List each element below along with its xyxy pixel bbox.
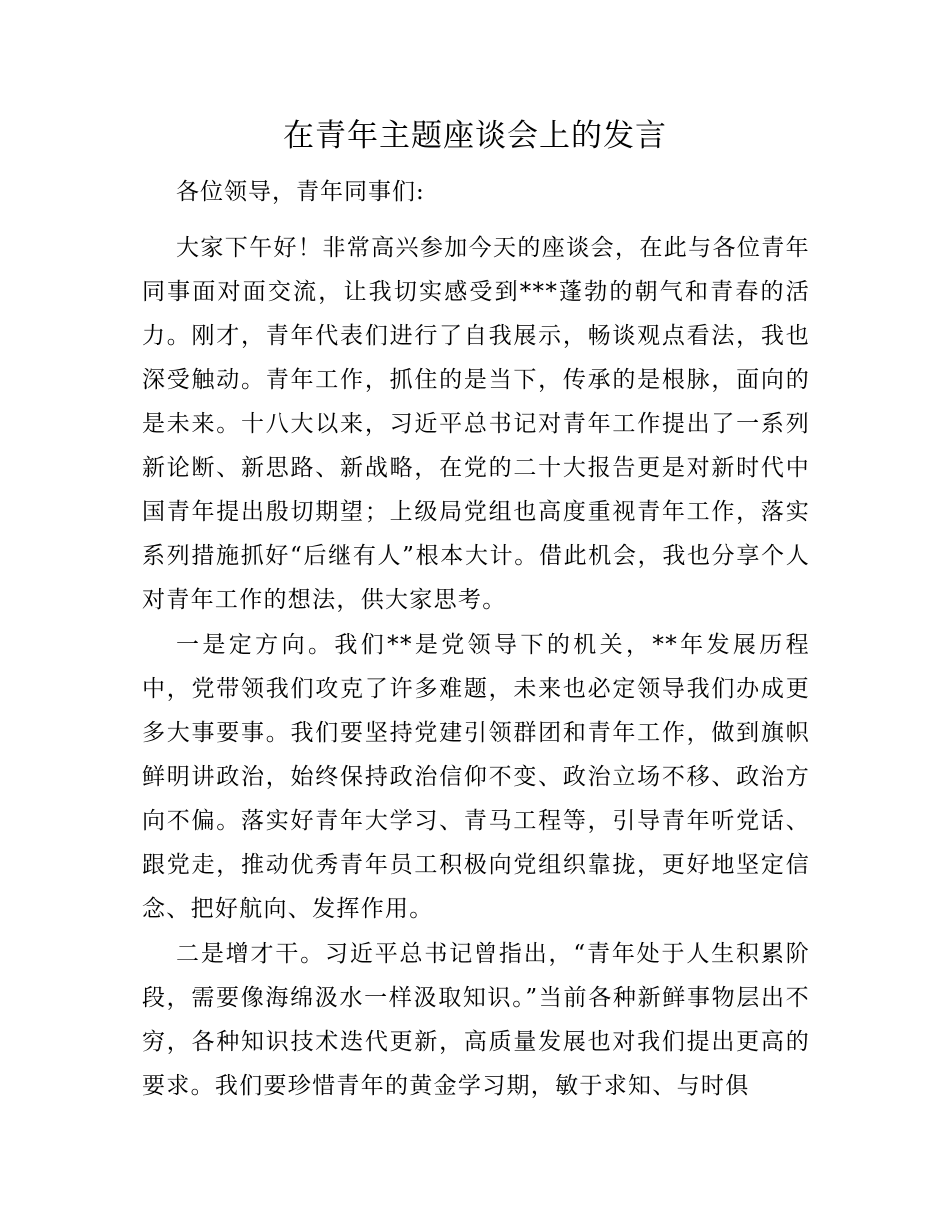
paragraph-opening: 大家下午好！非常高兴参加今天的座谈会，在此与各位青年同事面对面交流，让我切实感受到***蓬勃的朝气和青春的活力。刚才，青年代表们进行了自我展示，畅谈观点看法，我也深受触动。青年工作，抓住的是当下，传承的是根脉，面向的是未来。十八大以来，习近平总书记对青年工作提出了一系列新论断、新思路、新战略，在党的二十大报告更是对新时代中国青年提出殷切期望；上级局党组也高度重视青年工作，落实系列措施抓好“后继有人”根本大计。借此机会，我也分享个人对青年工作的想法，供大家思考。 <box>142 235 810 613</box>
paragraph-point-one: 一是定方向。我们**是党领导下的机关，**年发展历程中，党带领我们攻克了许多难题，未来也必定领导我们办成更多大事要事。我们要坚持党建引领群团和青年工作，做到旗帜鲜明讲政治，始终保持政治信仰不变、政治立场不移、政治方向不偏。落实好青年大学习、青马工程等，引导青年听党话、跟党走，推动优秀青年员工积极向党组织靠拢，更好地坚定信念、把好航向、发挥作用。 <box>142 632 810 922</box>
paragraph-point-two: 二是增才干。习近平总书记曾指出，“青年处于人生积累阶段，需要像海绵汲水一样汲取知识。”当前各种新鲜事物层出不穷，各种知识技术迭代更新，高质量发展也对我们提出更高的要求。我们要珍惜青年的黄金学习期，敏于求知、与时俱 <box>142 941 810 1099</box>
document-title: 在青年主题座谈会上的发言 <box>283 118 667 154</box>
greeting-line: 各位领导，青年同事们: <box>176 179 425 205</box>
